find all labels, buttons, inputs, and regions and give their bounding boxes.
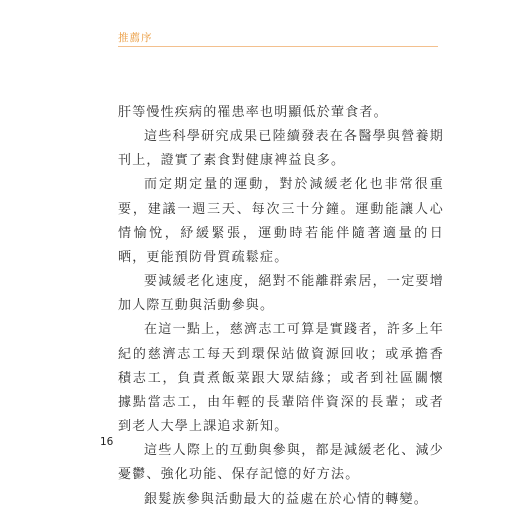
- page-number: 16: [100, 436, 114, 448]
- paragraph: 在這一點上，慈濟志工可算是實踐者，許多上年紀的慈濟志工每天到環保站做資源回收；或承擔香積志工，負責煮飯菜跟大眾結緣；或者到社區關懷據點當志工，由年輕的長輩陪伴資深的長輩；或者到老人大學上課追求新知。: [118, 322, 444, 435]
- paragraph: 這些科學研究成果已陸續發表在各醫學與營養期刊上，證實了素食對健康裨益良多。: [118, 129, 444, 169]
- paragraph: 肝等慢性疾病的罹患率也明顯低於葷食者。: [118, 105, 388, 120]
- paragraph: 而定期定量的運動，對於減緩老化也非常很重要，建議一週三天、每次三十分鐘。運動能讓人心情愉悅，紓緩緊張，運動時若能伴隨著適量的日晒，更能預防骨質疏鬆症。: [118, 177, 444, 265]
- body-text: [118, 101, 444, 512]
- paragraph: 這些人際上的互動與參與，都是減緩老化、減少憂鬱、強化功能、保存記憶的好方法。: [118, 443, 444, 483]
- header-divider: [118, 46, 438, 47]
- paragraph: 要減緩老化速度，絕對不能離群索居，一定要增加人際互動與活動參與。: [118, 274, 444, 314]
- paragraph: 銀髮族參與活動最大的益處在於心情的轉變。: [144, 491, 429, 507]
- section-header: 推薦序: [118, 32, 153, 44]
